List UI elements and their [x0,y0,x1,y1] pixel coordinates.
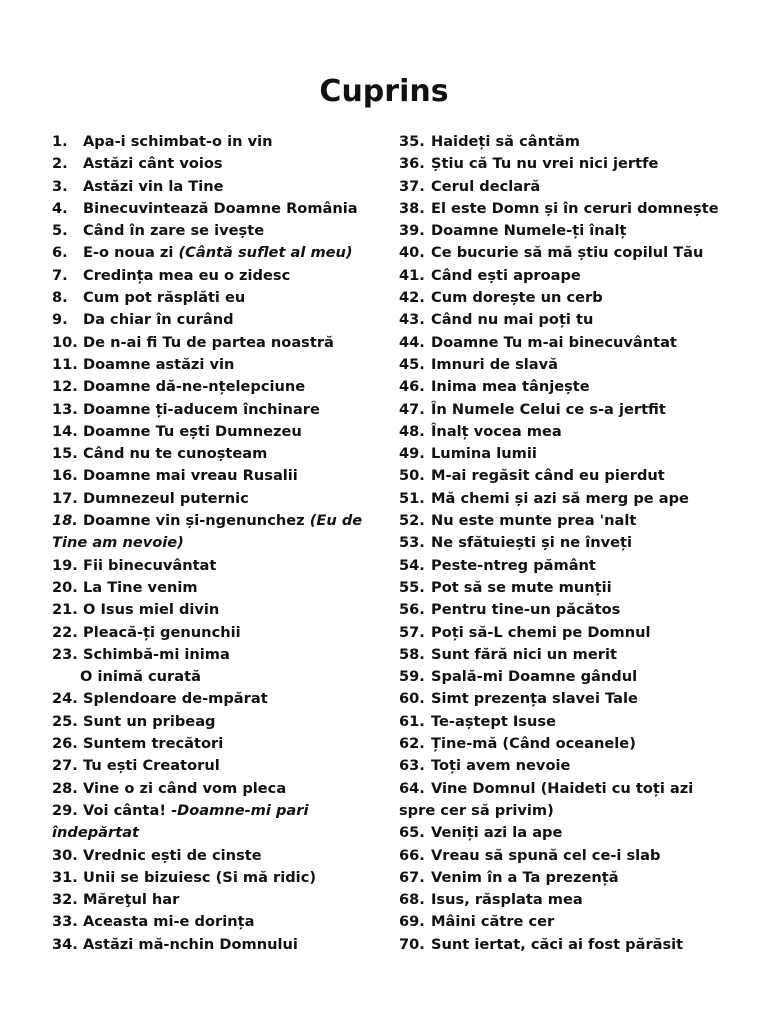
toc-entry-title: Cum dorește un cerb [431,289,603,307]
toc-entry-number: 30. [52,846,78,864]
toc-entry-continuation: spre cer să privim) [399,801,554,819]
toc-entry-title: Isus, răsplata mea [431,891,583,909]
toc-entry-number: 33. [52,913,78,931]
toc-entry-number: 18. [52,512,78,530]
toc-entry-number: 50. [399,467,425,485]
toc-column-left [52,131,370,956]
toc-entry [52,287,370,309]
page-title: Cuprins [319,74,449,109]
toc-entry-number: 36. [399,155,425,173]
toc-entry [52,599,370,621]
toc-entry-title: Doamne dă-ne-nțelepciune [83,378,306,396]
toc-entry [399,666,721,688]
toc-entry-title: Nu este munte prea 'nalt [431,512,637,530]
toc-entry-title: Unii se bizuiesc (Si mă ridic) [83,868,317,886]
toc-entry-title: Doamne Tu ești Dumnezeu [83,422,302,440]
toc-entry-number: 23. [52,645,78,663]
toc-entry-number: 47. [399,400,425,418]
toc-entry-title: Ține-mă (Când oceanele) [431,735,636,753]
toc-entry [399,599,721,621]
toc-entry [52,131,370,153]
toc-entry [399,622,721,644]
toc-entry-number: 17. [52,489,78,507]
toc-entry-title: Doamne ți-aducem închinare [83,400,320,418]
toc-entry [399,577,721,599]
toc-entry-number: 41. [399,266,425,284]
toc-entry-continuation: O inimă curată [80,668,201,686]
toc-entry-title: Doamne vin și-ngenunchez [83,512,305,530]
toc-entry-title: Peste-ntreg pământ [431,556,596,574]
toc-entry [399,376,721,398]
toc-entry [399,644,721,666]
toc-entry [52,153,370,175]
toc-entry-number: 61. [399,712,425,730]
toc-entry-alt-title: Doamne-mi pari [177,801,309,819]
toc-entry [399,488,721,510]
toc-entry [399,688,721,710]
toc-entry-number: 31. [52,868,78,886]
toc-entry-title: Vine o zi când vom pleca [83,779,287,797]
toc-entry-title: Dumnezeul puternic [83,489,249,507]
toc-entry-number: 70. [399,935,425,953]
toc-entry-number: 34. [52,935,78,953]
toc-entry [399,465,721,487]
toc-entry-title: Când în zare se ivește [83,222,265,240]
toc-entry-title: Înalț vocea mea [431,422,562,440]
toc-entry-title: În Numele Celui ce s-a jertfit [431,400,666,418]
toc-entry [52,555,370,577]
toc-entry-title: Sunt un pribeag [83,712,216,730]
toc-entry-title: Ce bucurie să mă știu copilul Tău [431,244,704,262]
toc-entry-title: Astăzi vin la Tine [83,177,224,195]
toc-entry-title: Cum pot răsplăti eu [83,289,246,307]
toc-entry-title: Haideți să cântăm [431,133,581,150]
toc-entry-title: El este Domn și în ceruri domnește [431,199,719,217]
toc-entry-title: Când nu mai poți tu [431,311,594,329]
toc-entry-number: 52. [399,512,425,530]
toc-entry-number: 4. [52,199,68,217]
toc-entry-continuation: îndepărtat [52,824,140,842]
toc-entry-title: Venim în a Ta prezență [431,868,619,886]
toc-entry-number: 8. [52,289,68,307]
toc-entry [399,287,721,309]
toc-entry-title: Sunt iertat, căci ai fost părăsit [431,935,684,953]
toc-entry-number: 67. [399,868,425,886]
toc-entry-number: 59. [399,668,425,686]
toc-entry [399,778,721,823]
toc-entry [399,354,721,376]
toc-entry-title: Vrednic ești de cinste [83,846,262,864]
toc-entry-number: 5. [52,222,68,240]
toc-entry-number: 56. [399,601,425,619]
toc-entry-number: 49. [399,445,425,463]
toc-entry-number: 26. [52,735,78,753]
toc-entry-number: 40. [399,244,425,262]
toc-entry-number: 37. [399,177,425,195]
toc-entry [399,198,721,220]
toc-entry-number: 24. [52,690,78,708]
toc-entry-title: Voi cânta! - [83,801,178,819]
toc-entry-title: Astăzi cânt voios [83,155,223,173]
toc-entry-title: De n-ai fi Tu de partea noastră [83,333,334,351]
toc-entry-title: Doamne mai vreau Rusalii [83,467,298,485]
toc-entry [399,733,721,755]
toc-entry [52,176,370,198]
toc-entry-title: Binecuvintează Doamne România [83,199,358,217]
toc-entry [52,421,370,443]
toc-entry [52,354,370,376]
toc-entry-number: 51. [399,489,425,507]
toc-entry-number: 57. [399,623,425,641]
toc-entry [52,911,370,933]
toc-entry-number: 54. [399,556,425,574]
toc-entry-title: Ne sfătuiești și ne înveți [431,534,633,552]
toc-entry-title: Apa-i schimbat-o in vin [83,133,273,150]
toc-entry [52,465,370,487]
toc-entry [399,911,721,933]
toc-entry [52,867,370,889]
toc-entry-number: 10. [52,333,78,351]
toc-entry-title: M-ai regăsit când eu pierdut [431,467,665,485]
toc-entry-number: 25. [52,712,78,730]
toc-column-right [399,131,721,956]
toc-entry-title: Toți avem nevoie [431,757,571,775]
toc-entry [399,309,721,331]
toc-entry-number: 28. [52,779,78,797]
toc-entry-number: 55. [399,578,425,596]
toc-entry-number: 58. [399,645,425,663]
toc-entry-number: 43. [399,311,425,329]
toc-entry-title: O Isus miel divin [83,601,220,619]
toc-entry [399,220,721,242]
toc-entry-number: 44. [399,333,425,351]
toc-entry [52,644,370,689]
toc-entry-number: 65. [399,824,425,842]
toc-entry-number: 29. [52,801,78,819]
toc-entry-title: Vreau să spună cel ce-i slab [431,846,661,864]
toc-entry-title: Mă chemi și azi să merg pe ape [431,489,689,507]
toc-entry-title: Sunt fără nici un merit [431,645,617,663]
toc-entry [52,845,370,867]
toc-entry [52,688,370,710]
toc-entry-title: Mâini către cer [431,913,555,931]
toc-entry-number: 15. [52,445,78,463]
toc-entry-title: Te-aștept Isuse [431,712,556,730]
toc-entry [52,488,370,510]
toc-entry-number: 38. [399,199,425,217]
toc-entry-title: Suntem trecători [83,735,224,753]
toc-entry-title: E-o noua zi [83,244,174,262]
toc-entry [399,421,721,443]
toc-entry [399,242,721,264]
toc-entry-title: Cerul declară [431,177,541,195]
toc-entry [399,845,721,867]
toc-entry-number: 13. [52,400,78,418]
toc-entry [399,822,721,844]
toc-entry-number: 21. [52,601,78,619]
toc-entry-title: Simt prezența slavei Tale [431,690,638,708]
toc-entry-title: Inima mea tânjește [431,378,590,396]
toc-entry-alt-title: (Cântă suflet al meu) [178,244,353,262]
toc-entry-number: 64. [399,779,425,797]
toc-entry [52,399,370,421]
toc-entry-number: 63. [399,757,425,775]
toc-entry [52,755,370,777]
toc-entry-number: 19. [52,556,78,574]
toc-entry-title: Doamne astăzi vin [83,355,235,373]
toc-entry-number: 46. [399,378,425,396]
toc-entry-title: Pentru tine-un păcătos [431,601,621,619]
toc-entry-number: 11. [52,355,78,373]
toc-entry [52,220,370,242]
toc-entry-alt-title: (Eu de [309,512,363,530]
toc-entry [52,376,370,398]
toc-entry [399,176,721,198]
toc-entry-number: 69. [399,913,425,931]
toc-entry [52,198,370,220]
toc-entry-number: 62. [399,735,425,753]
toc-entry [52,577,370,599]
toc-entry-number: 42. [399,289,425,307]
toc-entry [399,934,721,956]
toc-entry [399,889,721,911]
toc-entry-title: Imnuri de slavă [431,355,559,373]
toc-entry [399,131,721,153]
toc-entry-title: Spală-mi Doamne gândul [431,668,638,686]
toc-entry [399,555,721,577]
toc-entry [52,778,370,800]
toc-entry-number: 14. [52,422,78,440]
toc-entry-number: 27. [52,757,78,775]
toc-entry-number: 35. [399,133,425,150]
toc-entry-title: Când nu te cunoșteam [83,445,268,463]
toc-entry-title: Pot să se mute munții [431,578,612,596]
toc-entry-number: 9. [52,311,68,329]
toc-entry-title: Poți să-L chemi pe Domnul [431,623,651,641]
toc-entry-number: 45. [399,355,425,373]
toc-entry [399,265,721,287]
toc-entry-title: Credința mea eu o zidesc [83,266,291,284]
toc-entry [399,332,721,354]
toc-entry [399,153,721,175]
toc-entry-title: Lumina lumii [431,445,537,463]
toc-entry [52,309,370,331]
toc-entry [52,622,370,644]
toc-entry [52,332,370,354]
toc-entry [52,711,370,733]
toc-entry-title: Doamne Tu m-ai binecuvântat [431,333,677,351]
toc-entry-title: Pleacă-ți genunchii [83,623,241,641]
toc-entry-number: 20. [52,578,78,596]
toc-entry [399,532,721,554]
toc-entry-title: Splendoare de-mpărat [83,690,268,708]
toc-entry [52,889,370,911]
toc-entry-title: Când ești aproape [431,266,581,284]
toc-entry [52,265,370,287]
toc-entry [399,755,721,777]
toc-entry-number: 66. [399,846,425,864]
toc-entry-number: 6. [52,244,68,262]
toc-entry-number: 3. [52,177,68,195]
toc-entry-title: Știu că Tu nu vrei nici jertfe [431,155,659,173]
toc-entry-title: La Tine venim [83,578,198,596]
toc-entry [52,733,370,755]
toc-entry-number: 2. [52,155,68,173]
toc-entry-number: 53. [399,534,425,552]
toc-entry-number: 32. [52,891,78,909]
toc-entry-title: Doamne Numele-ți înalț [431,222,627,240]
toc-entry-number: 48. [399,422,425,440]
toc-entry [52,510,370,555]
toc-entry-title: Măreţul har [83,891,180,909]
toc-entry-title: Aceasta mi-e dorința [83,913,255,931]
toc-entry [52,443,370,465]
toc-entry-number: 7. [52,266,68,284]
toc-entry-number: 22. [52,623,78,641]
toc-entry [52,242,370,264]
toc-entry-number: 12. [52,378,78,396]
toc-entry [399,711,721,733]
toc-entry [399,867,721,889]
toc-entry [399,399,721,421]
toc-entry-title: Tu ești Creatorul [83,757,220,775]
toc-entry [399,510,721,532]
toc-entry-continuation: Tine am nevoie) [52,534,184,552]
toc-entry-number: 1. [52,133,68,150]
toc-entry-title: Schimbă-mi inima [83,645,230,663]
toc-entry [52,934,370,956]
toc-entry-title: Vine Domnul (Haideti cu toți azi [431,779,694,797]
toc-entry [399,443,721,465]
toc-entry-title: Veniți azi la ape [431,824,563,842]
toc-entry-number: 39. [399,222,425,240]
toc-entry-number: 16. [52,467,78,485]
toc-entry-number: 60. [399,690,425,708]
toc-entry-title: Da chiar în curând [83,311,234,329]
toc-entry [52,800,370,845]
toc-entry-number: 68. [399,891,425,909]
toc-entry-title: Astăzi mă-nchin Domnului [83,935,298,953]
toc-entry-title: Fii binecuvântat [83,556,217,574]
